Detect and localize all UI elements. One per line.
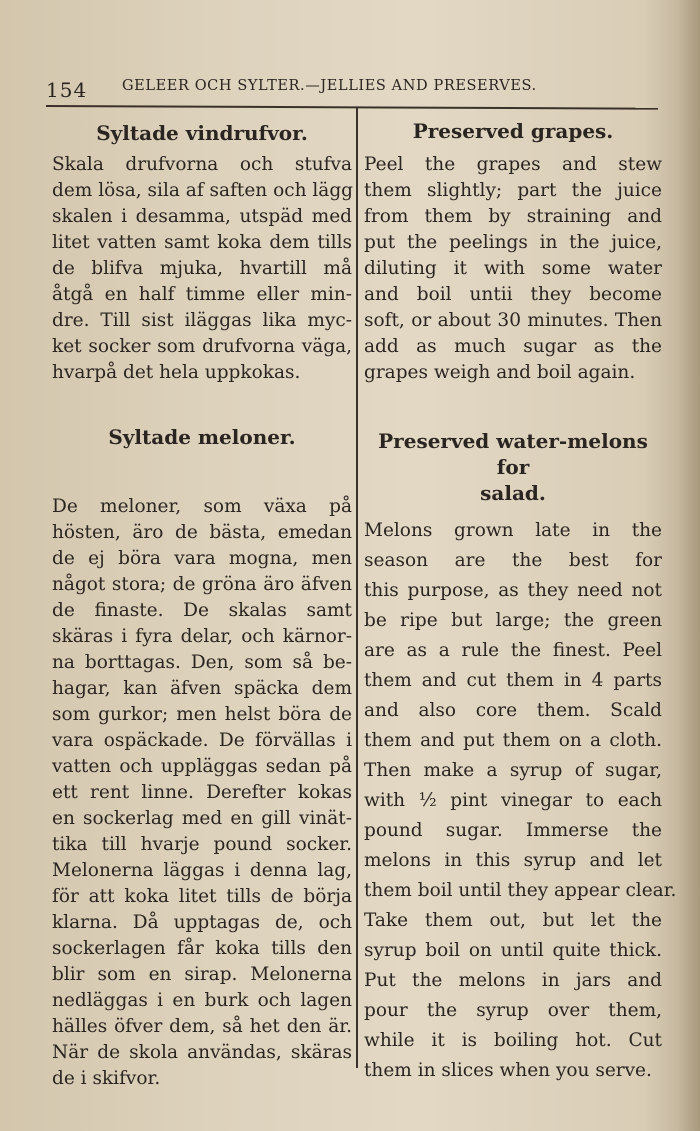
text-line: vara ospäckade. De förvällas i [52,730,352,751]
text-line: them and put them on a cloth. [364,730,662,751]
running-head: GELEER OCH SYLTER.—JELLIES AND PRESERVES. [122,78,537,94]
recipe-title: Syltade vindrufvor. [96,121,308,145]
text-line: de ej böra vara mogna, men [52,548,352,569]
recipe-body [52,152,352,386]
text-line: nedläggas i en burk och lagen [52,990,352,1011]
text-line: de i skifvor. [52,1068,161,1089]
text-line: put the peelings in the juice, [364,232,662,253]
text-line: Peel the grapes and stew [364,154,662,175]
text-line: them in slices when you serve. [364,1060,652,1081]
text-line: season are the best for [364,550,662,571]
text-line: ett rent linne. Derefter kokas [52,782,352,803]
recipe-melons-english [364,428,677,1086]
text-line: na borttagas. Den, som så be- [52,652,352,673]
text-line: som gurkor; men helst böra de [52,704,352,725]
page-edge-shadow [678,0,700,1131]
text-line: blir som en sirap. Melonerna [52,964,352,985]
recipe-body [52,494,352,1092]
text-line: add as much sugar as the [364,336,662,357]
recipe-title: Preserved grapes. [412,119,614,143]
text-line: diluting it with some water [364,258,662,279]
text-line: Take them out, but let the [364,910,662,931]
recipe-title: Syltade meloner. [108,425,296,449]
text-line: När de skola användas, skäras [52,1042,352,1063]
text-line: Melonerna läggas i denna lag, [52,860,352,881]
text-line: skalen i desamma, utspäd med [52,206,352,227]
header-rule [46,105,658,110]
text-line: hagar, kan äfven späcka dem [52,678,352,699]
text-line: them and cut them in 4 parts [364,670,662,691]
text-line: åtgå en half timme eller min- [52,284,352,305]
text-line: sockerlagen får koka tills den [52,938,352,959]
text-line: Melons grown late in the [364,520,662,541]
text-line: be ripe but large; the green [364,610,662,631]
text-line: tika till hvarje pound socker. [52,834,352,855]
text-line: pour the syrup over them, [364,1000,662,1021]
text-line: de blifva mjuka, hvartill må [52,258,352,279]
text-line: them slightly; part the juice [364,180,662,201]
text-line: grapes weigh and boil again. [364,362,636,383]
text-line: dre. Till sist iläggas lika myc- [52,310,352,331]
text-line: de finaste. De skalas samt [52,600,352,621]
text-line: while it is boiling hot. Cut [364,1030,662,1051]
text-line: this purpose, as they need not [364,580,662,601]
text-line: Then make a syrup of sugar, [364,760,662,781]
text-line: Put the melons in jars and [364,970,662,991]
text-line: and boil untii they become [364,284,662,305]
recipe-title: Preserved water-melons for [378,429,648,479]
recipe-title-continued: salad. [480,481,546,505]
text-line: syrup boil on until quite thick. [364,940,662,961]
recipe-melons-swedish [52,424,352,1092]
recipe-body [364,152,662,386]
page-header [46,68,656,104]
text-line: vatten och uppläggas sedan på [52,756,352,777]
text-line: them boil until they appear clear. [364,880,677,901]
page-number: 154 [46,78,88,102]
text-line: skäras i fyra delar, och kärnor- [52,626,352,647]
column-divider [356,108,358,1068]
text-line: hösten, äro de bästa, emedan [52,522,352,543]
text-line: with ½ pint vinegar to each [364,790,662,811]
text-line: melons in this syrup and let [364,850,662,871]
text-line: hvarpå det hela uppkokas. [52,362,301,383]
text-line: klarna. Då upptagas de, och [52,912,352,933]
text-line: en sockerlag med en gill vinät- [52,808,352,829]
text-line: and also core them. Scald [364,700,662,721]
text-line: ket socker som drufvorna väga, [52,336,352,357]
text-line: De meloner, som växa på [52,496,352,517]
recipe-grapes-swedish [52,120,352,386]
text-line: soft, or about 30 minutes. Then [364,310,662,331]
text-line: dem lösa, sila af saften och lägg [52,180,354,201]
text-line: from them by straining and [364,206,662,227]
text-line: Skala drufvorna och stufva [52,154,352,175]
text-line: litet vatten samt koka dem tills [52,232,352,253]
text-line: för att koka litet tills de börja [52,886,352,907]
recipe-body [364,516,677,1086]
text-line: hälles öfver dem, så het den är. [52,1016,352,1037]
recipe-grapes-english [364,118,662,386]
text-line: are as a rule the finest. Peel [364,640,662,661]
text-line: något stora; de gröna äro äfven [52,574,352,595]
text-line: pound sugar. Immerse the [364,820,662,841]
